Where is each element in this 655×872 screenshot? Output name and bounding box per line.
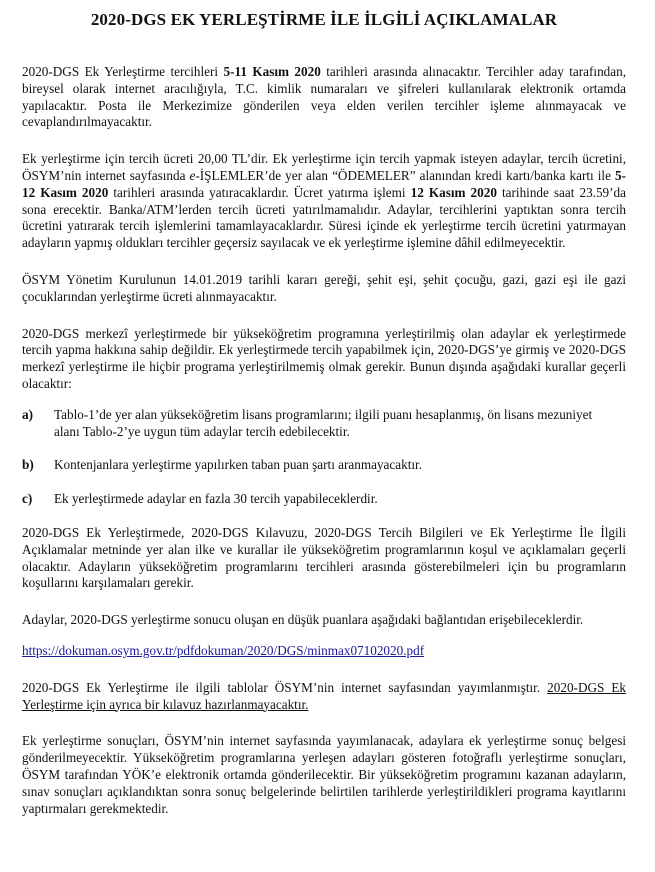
paragraph-text: 2020-DGS Ek Yerleştirme ile ilgili tablolar ÖSYM’nin internet sayfasından yayımlanmıştır. (22, 679, 548, 695)
paragraph-results: Ek yerleştirme sonuçları, ÖSYM’nin internet sayfasında yayımlanacak, adaylara ek yerleştirme sonuç belgesi gönderilmeyecektir. Yükseköğretim programlarına yerleşen adayları gösteren fotoğraflı yerleştirme sonuçları, ÖSYM tarafından YÖK’e elektronik ortamda gönderilecektir. Bir yükseköğretim programını kazanan adayların, sınav sonuçları açıklandıktan sonra sonuç belgelerinde belirtilen tarihlerde yerleştirildikleri programa kayıtlarını yaptırmaları gerekmektedir. (22, 733, 626, 816)
list-item-text: Tablo-1’de yer alan yükseköğretim lisans programlarını; ilgili puanı hesaplanmış, ön lisans mezuniyet alanı Tablo-2’ye uygun tüm adaylar tercih edebilecektir. (54, 406, 593, 439)
list-marker: c) (22, 491, 33, 507)
list-marker: a) (22, 406, 33, 422)
page-title: 2020-DGS EK YERLEŞTİRME İLE İLGİLİ AÇIKLAMALAR (90, 10, 558, 29)
paragraph-text: tarihinde saat 23.59’da sona erecektir. Banka/ATM’lerden tercih ücreti yatırılmamalıdır. Adaylar, tercihlerini yaptıktan sonra tercih ücretini yatırarak tercih işlemlerini tamamlayacaklardır. Süresi içinde ek yerleştirme tercih ücretini yatırmayan adayların yapmış oldukları tercihler geçersiz sayılacak ve ek yerleştirme işlemine dâhil edilmeyecektir. (22, 184, 626, 251)
bold-date: 12 Kasım 2020 (410, 184, 497, 200)
list-item (22, 491, 626, 508)
paragraph-eligibility: 2020-DGS merkezî yerleştirmede bir yükseköğretim programına yerleştirilmiş olan adaylar ek yerleştirmede tercih yapma hakkına sahip değildir. Ek yerleştirmede tercih yapabilmek için, 2020-DGS’ye girmiş ve 2020-DGS merkezî yerleştirme ile hiçbir programa yerleştirilmemiş olmak gerekir. Bunun dışında aşağıdaki kurallar geçerli olacaktır: (22, 325, 626, 391)
paragraph-fee (22, 151, 626, 252)
paragraph-rules-validity: 2020-DGS Ek Yerleştirmede, 2020-DGS Kılavuzu, 2020-DGS Tercih Bilgileri ve Ek Yerleştirme İle İlgili Açıklamalar metninde yer alan ilke ve kurallar ile yükseköğretim programlarının koşul ve açıklamaları geçerli olacaktır. Adayların yükseköğretim programlarını tercihleri arasında gösterebilmeleri için bu programların koşullarını karşılamaları gerekir. (22, 524, 626, 591)
paragraph-fee-exemption: ÖSYM Yönetim Kurulunun 14.01.2019 tarihli kararı gereği, şehit eşi, şehit çocuğu, gazi, gazi eşi ile gazi çocuklarından yerleştirme ücreti alınmayacaktır. (22, 271, 626, 304)
paragraph-text: 2020-DGS Ek Yerleştirme tercihleri (22, 64, 224, 79)
paragraph-text: tarihleri arasında alınacaktır. Tercihler aday tarafından, bireysel olarak internet aracılığıyla, T.C. kimlik numaraları ve şifreleri kullanılarak elektronik ortamda yapılacaktır. Posta ile Merkezimize gönderilen veya elden verilen tercihler işleme alınmayacak ve cevaplandırılmayacaktır. (22, 64, 626, 130)
paragraph-tables (22, 680, 626, 714)
document-page (22, 10, 626, 837)
list-item-text: Ek yerleştirmede adaylar en fazla 30 tercih yapabileceklerdir. (54, 491, 378, 507)
list-marker: b) (22, 457, 34, 473)
paragraph-text: İŞLEMLER’de yer alan “ÖDEMELER” alanından kredi kartı/banka kartı ile (199, 167, 615, 183)
list-item (22, 457, 626, 474)
minmax-pdf-link[interactable]: https://dokuman.osym.gov.tr/pdfdokuman/2020/DGS/minmax07102020.pdf (22, 642, 425, 658)
paragraph-text: Ek yerleştirme için tercih ücreti 20,00 TL’dir. Ek yerleştirme için tercih yapmak isteyen adaylar, tercih ücretini, ÖSYM’nin internet sayfasında (22, 151, 626, 183)
paragraph-preference-dates (22, 64, 626, 131)
underlined-text: 2020-DGS Ek Yerleştirme için ayrıca bir kılavuz hazırlanmayacaktır. (22, 679, 626, 712)
bold-date: 5-12 Kasım 2020 (22, 167, 626, 200)
paragraph-text: tarihleri arasında yatıracaklardır. Ücret yatırma işlemi (108, 184, 411, 200)
list-item-text: Kontenjanlara yerleştirme yapılırken taban puan şartı aranmayacaktır. (54, 457, 422, 473)
paragraph-min-scores: Adaylar, 2020-DGS yerleştirme sonucu oluşan en düşük puanlara aşağıdaki bağlantıdan erişebileceklerdir. (22, 612, 584, 628)
link-paragraph (22, 643, 626, 660)
rules-list (22, 407, 626, 508)
bold-date: 5-11 Kasım 2020 (223, 64, 321, 79)
list-item (22, 407, 626, 441)
italic-text: e- (189, 167, 200, 183)
